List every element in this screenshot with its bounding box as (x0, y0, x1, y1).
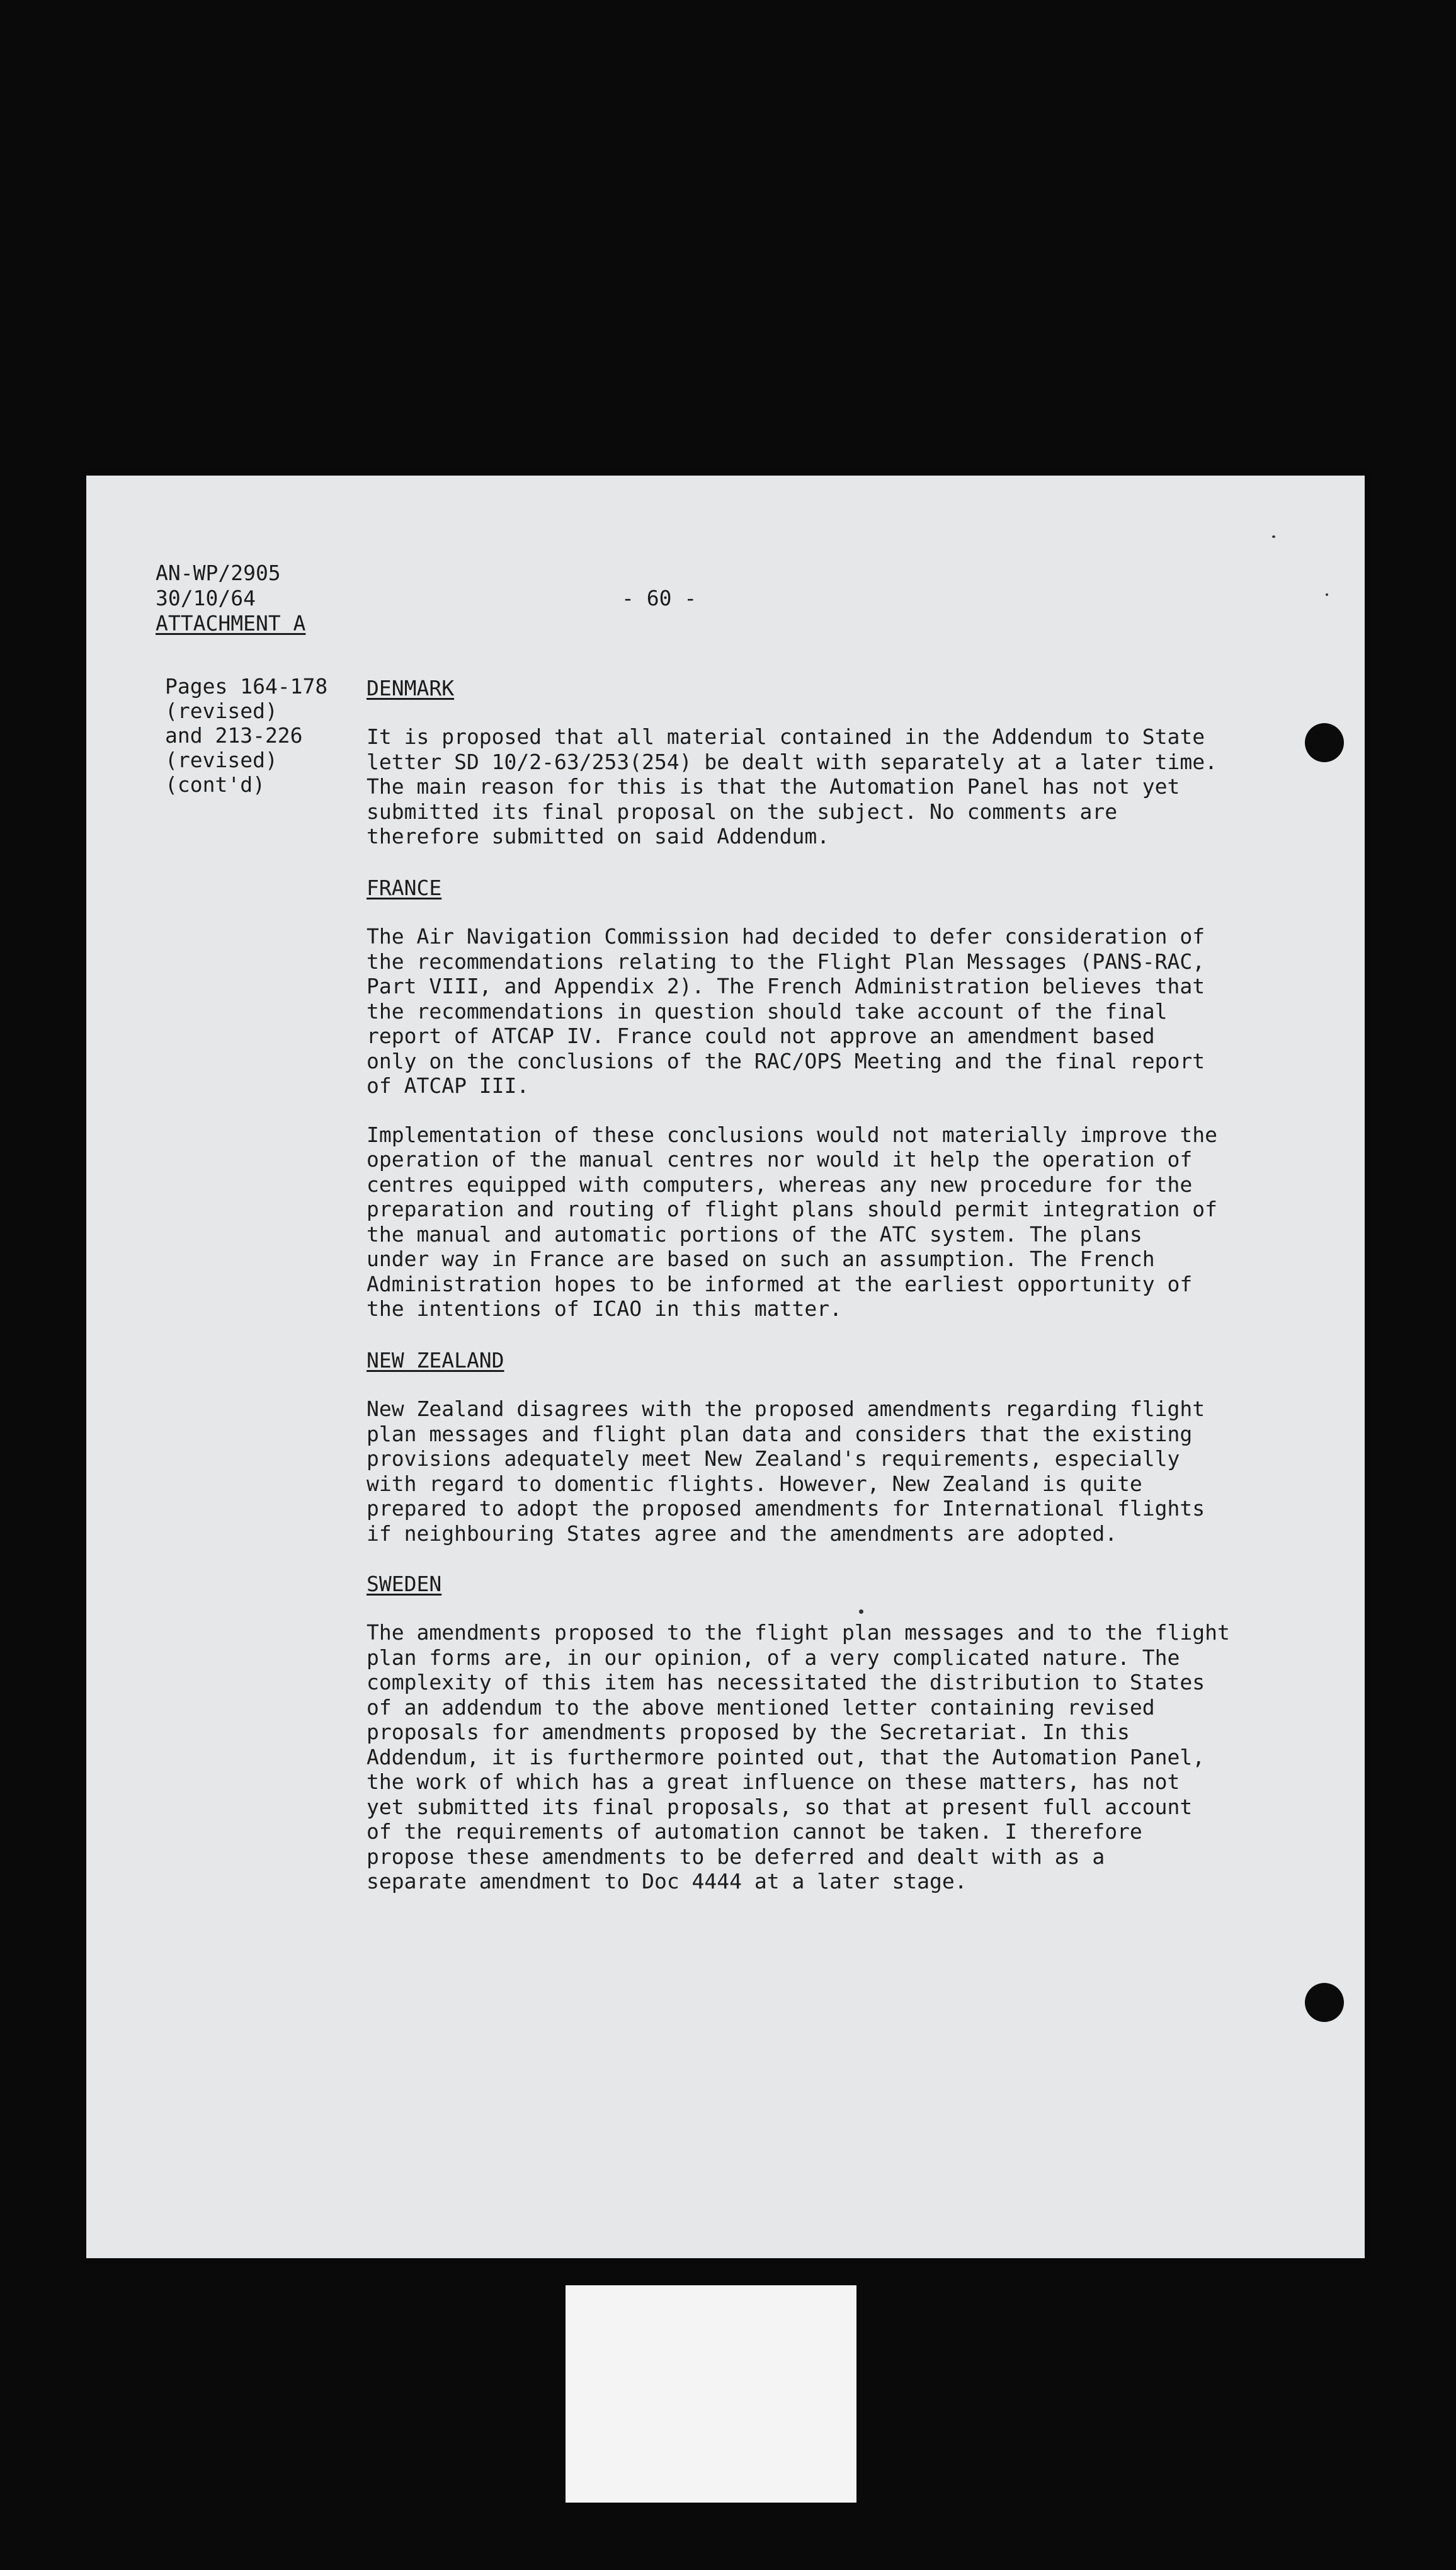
attachment-label: ATTACHMENT A (156, 611, 306, 636)
paragraph-line: if neighbouring States agree and the amendments are adopted. (367, 1521, 1118, 1546)
document-page (86, 476, 1365, 2258)
paragraph-line: proposals for amendments proposed by the Secretariat. In this (367, 1720, 1130, 1744)
paragraph-line: The main reason for this is that the Automation Panel has not yet (367, 774, 1180, 799)
paragraph-line: of ATCAP III. (367, 1073, 530, 1098)
paragraph-line: letter SD 10/2-63/253(254) be dealt with separately at a later time. (367, 749, 1218, 774)
section-heading: DENMARK (367, 676, 455, 700)
paragraph-line: separate amendment to Doc 4444 at a later stage. (367, 1869, 967, 1893)
section-sweden (367, 1572, 1230, 1894)
paragraph-line: report of ATCAP IV. France could not approve an amendment based (367, 1024, 1155, 1048)
paragraph-line: It is proposed that all material contained in the Addendum to State (367, 724, 1205, 749)
section-denmark (367, 676, 1217, 849)
paragraph-line: propose these amendments to be deferred and dealt with as a (367, 1844, 1105, 1869)
section-france (367, 876, 1217, 1322)
section-paragraph (367, 1396, 1205, 1546)
section-heading: FRANCE (367, 876, 442, 900)
paragraph-line: operation of the manual centres nor would it help the operation of (367, 1147, 1193, 1172)
paragraph-line: preparation and routing of flight plans should permit integration of (367, 1197, 1218, 1221)
paragraph-line: New Zealand disagrees with the proposed amendments regarding flight (367, 1396, 1205, 1421)
document-header (156, 561, 305, 636)
paragraph-line: the manual and automatic portions of the ATC system. The plans (367, 1221, 1142, 1247)
paragraph-line: plan messages and flight plan data and considers that the existing (367, 1421, 1193, 1446)
page-number: - 60 - (622, 586, 697, 610)
section-paragraph (367, 924, 1217, 1099)
paragraph-line: plan forms are, in our opinion, of a very complicated nature. The (367, 1645, 1180, 1670)
section-paragraph (367, 1122, 1217, 1322)
paragraph-line: Addendum, it is furthermore pointed out, that the Automation Panel, (367, 1744, 1205, 1769)
margin-note-line: and 213-226 (165, 723, 303, 748)
margin-note-line: Pages 164-178 (165, 674, 328, 699)
paragraph-line: prepared to adopt the proposed amendments for International flights (367, 1496, 1205, 1521)
section-new-zealand (367, 1348, 1205, 1546)
paragraph-line: Administration hopes to be informed at the earliest opportunity of (367, 1271, 1193, 1296)
margin-note-line: (cont'd) (165, 772, 265, 797)
paragraph-line: Implementation of these conclusions would not materially improve the (367, 1122, 1218, 1147)
section-heading: NEW ZEALAND (367, 1348, 504, 1373)
section-paragraph (367, 1620, 1230, 1894)
paragraph-line: centres equipped with computers, whereas any new procedure for the (367, 1172, 1193, 1197)
dust-speck (859, 1609, 863, 1614)
paragraph-line: the recommendations in question should take account of the final (367, 998, 1168, 1024)
margin-note-line: (revised) (165, 748, 278, 772)
paragraph-line: of the requirements of automation cannot be taken. I therefore (367, 1819, 1142, 1844)
margin-note-line: (revised) (165, 699, 278, 723)
paragraph-line: provisions adequately meet New Zealand's requirements, especially (367, 1446, 1180, 1471)
section-paragraph (367, 724, 1217, 849)
paragraph-line: under way in France are based on such an assumption. The French (367, 1247, 1155, 1271)
paragraph-line: the work of which has a great influence on these matters, has not (367, 1769, 1180, 1794)
doc-date: 30/10/64 (156, 586, 256, 610)
paragraph-line: the intentions of ICAO in this matter. (367, 1296, 842, 1321)
paragraph-line: Part VIII, and Appendix 2). The French Administration believes that (367, 974, 1205, 998)
paragraph-line: yet submitted its final proposals, so that at present full account (367, 1794, 1193, 1819)
punch-hole (1305, 1983, 1344, 2022)
doc-reference: AN-WP/2905 (156, 561, 281, 585)
paragraph-line: with regard to domentic flights. However, New Zealand is quite (367, 1471, 1142, 1496)
paragraph-line: complexity of this item has necessitated the distribution to States (367, 1670, 1205, 1694)
film-label-card (566, 2285, 856, 2503)
dust-speck (1326, 593, 1328, 596)
paragraph-line: therefore submitted on said Addendum. (367, 824, 830, 848)
paragraph-line: only on the conclusions of the RAC/OPS Meeting and the final report (367, 1048, 1205, 1073)
dust-speck (1272, 535, 1275, 538)
margin-note (165, 674, 327, 797)
paragraph-line: the recommendations relating to the Flight Plan Messages (PANS-RAC, (367, 949, 1205, 974)
paragraph-line: submitted its final proposal on the subject. No comments are (367, 799, 1118, 824)
punch-hole (1305, 723, 1344, 762)
paragraph-line: of an addendum to the above mentioned letter containing revised (367, 1694, 1155, 1720)
paragraph-line: The amendments proposed to the flight plan messages and to the flight (367, 1620, 1230, 1645)
paragraph-line: The Air Navigation Commission had decided to defer consideration of (367, 924, 1205, 949)
section-heading: SWEDEN (367, 1572, 442, 1596)
